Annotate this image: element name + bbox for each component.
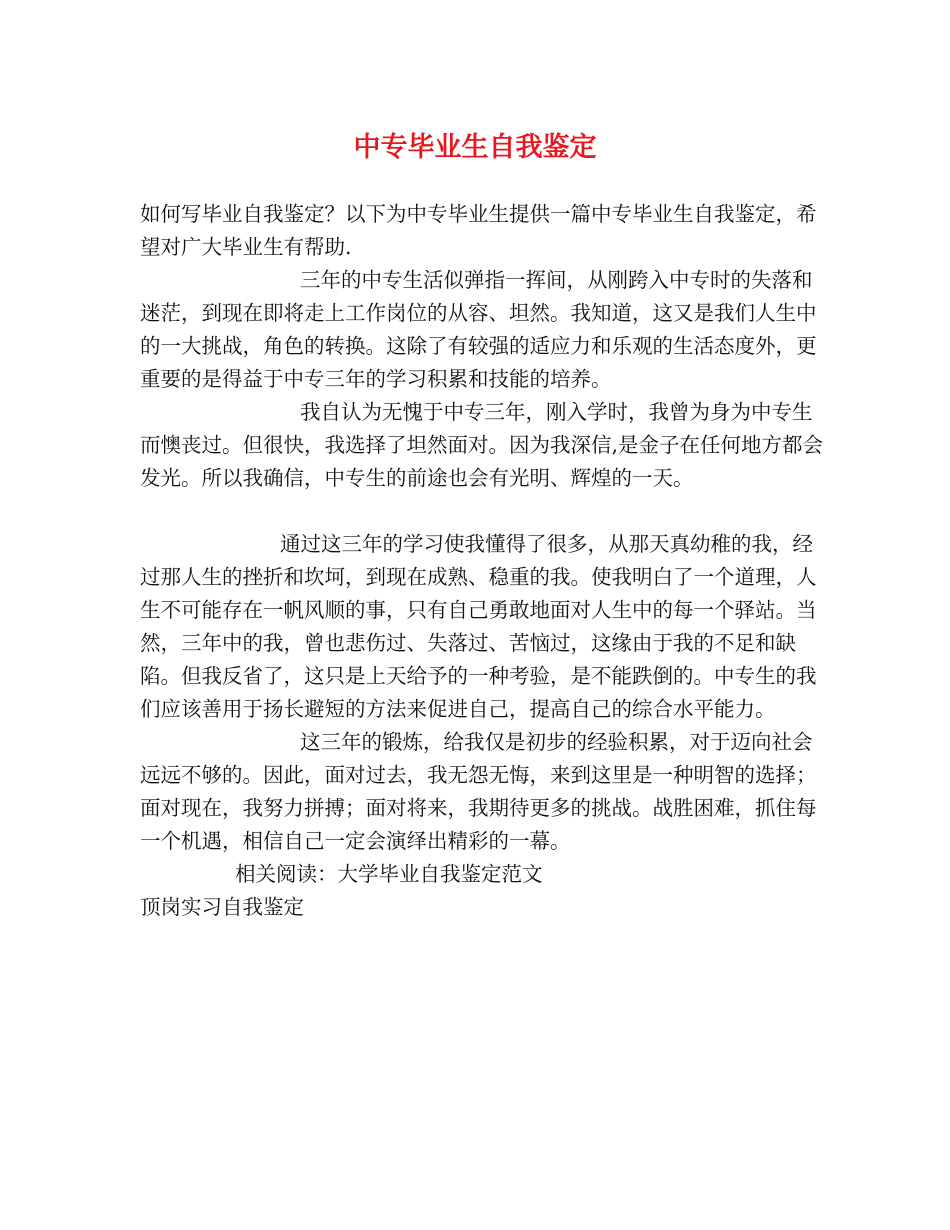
body-paragraph-2: 我自认为无愧于中专三年，刚入学时，我曾为身为中专生而懊丧过。但很快，我选择了坦然面对。因为我深信,是金子在任何地方都会发光。所以我确信，中专生的前途也会有光明、辉煌的一天。 bbox=[140, 400, 824, 490]
related-article-link[interactable]: 顶岗实习自我鉴定 bbox=[140, 895, 304, 919]
document-title: 中专毕业生自我鉴定 bbox=[353, 132, 597, 163]
body-paragraph-3: 通过这三年的学习使我懂得了很多，从那天真幼稚的我，经过那人生的挫折和坎坷，到现在成熟、稳重的我。使我明白了一个道理，人生不可能存在一帆风顺的事，只有自己勇敢地面对人生中的每一个驿站。当然，三年中的我，曾也悲伤过、失落过、苦恼过，这缘由于我的不足和缺陷。但我反省了，这只是上天给予的一种考验，是不能跌倒的。中专生的我们应该善用于扬长避短的方法来促进自己，提高自己的综合水平能力。 bbox=[140, 532, 817, 721]
intro-paragraph: 如何写毕业自我鉴定？以下为中专毕业生提供一篇中专毕业生自我鉴定，希望对广大毕业生有帮助. bbox=[140, 202, 817, 259]
body-paragraph-1: 三年的中专生活似弹指一挥间，从刚跨入中专时的失落和迷茫，到现在即将走上工作岗位的从容、坦然。我知道，这又是我们人生中的一大挑战，角色的转换。这除了有较强的适应力和乐观的生活态度外，更重要的是得益于中专三年的学习积累和技能的培养。 bbox=[140, 268, 817, 391]
document-body bbox=[140, 198, 830, 924]
body-paragraph-4: 这三年的锻炼，给我仅是初步的经验积累，对于迈向社会远远不够的。因此，面对过去，我无怨无悔，来到这里是一种明智的选择；面对现在，我努力拼搏；面对将来，我期待更多的挑战。战胜困难，抓住每一个机遇，相信自己一定会演绎出精彩的一幕。 bbox=[140, 730, 817, 853]
related-reading-link[interactable]: 相关阅读：大学毕业自我鉴定范文 bbox=[235, 862, 543, 886]
